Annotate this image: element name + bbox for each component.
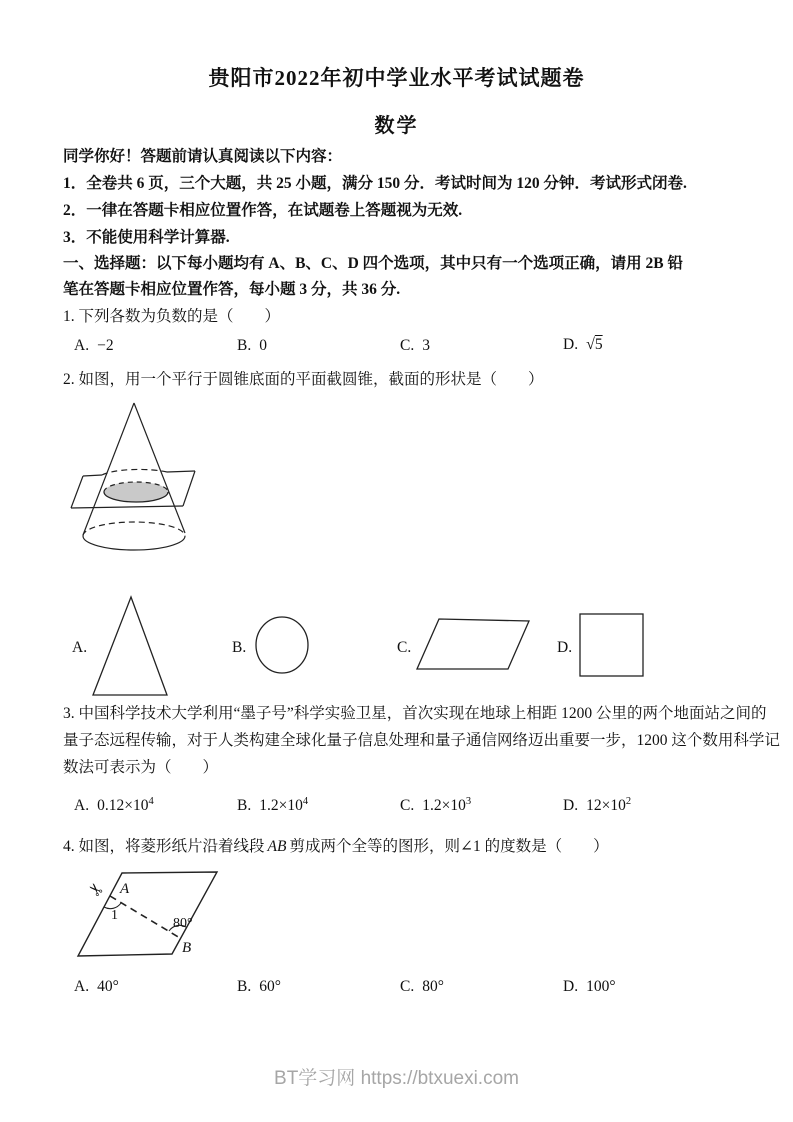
question-3-stem-line2: 量子态远程传输，对于人类构建全球化量子信息处理和量子通信网络迈出重要一步，1200 这个数用科学记 xyxy=(63,732,780,749)
q1-option-a-label: A. xyxy=(74,337,90,354)
q3-option-c-base: 1.2×10 xyxy=(422,797,466,814)
q1-option-d-radical-sign: √ xyxy=(586,336,595,353)
q4-option-a-label: A. xyxy=(74,978,90,995)
q1-option-c xyxy=(400,336,430,355)
question-2-stem: 2. 如图，用一个平行于圆锥底面的平面截圆锥，截面的形状是（ ） xyxy=(63,371,544,388)
q4-option-d-label: D. xyxy=(563,978,579,995)
q3-option-c xyxy=(400,796,471,815)
q4-option-c-value: 80° xyxy=(422,978,444,995)
vertex-b-label: B xyxy=(182,940,192,956)
q4-stem-prefix: 4. 如图，将菱形纸片沿着线段 xyxy=(63,838,265,855)
intro-greeting: 同学你好！答题前请认真阅读以下内容： xyxy=(63,148,343,165)
q3-option-b-base: 1.2×10 xyxy=(259,797,303,814)
q1-option-d-radicand: 5 xyxy=(594,336,603,353)
q4-stem-suffix: 剪成两个全等的图形，则∠1 的度数是（ ） xyxy=(289,838,609,855)
q4-option-b-value: 60° xyxy=(259,978,281,995)
q1-option-b xyxy=(237,336,267,355)
cone-base-hidden-arc xyxy=(83,522,185,536)
q1-option-a-value: −2 xyxy=(97,337,114,354)
q3-option-d-base: 12×10 xyxy=(586,797,626,814)
q4-option-d xyxy=(563,977,616,996)
q2-option-b-label: B. xyxy=(232,639,247,656)
q3-option-a-label: A. xyxy=(74,797,90,814)
q4-option-d-value: 100° xyxy=(586,978,616,995)
q3-option-d-exponent: 2 xyxy=(625,795,632,807)
question-4-stem xyxy=(63,837,609,856)
q1-option-c-label: C. xyxy=(400,337,415,354)
q3-option-c-label: C. xyxy=(400,797,415,814)
angle-b-label: 80° xyxy=(173,916,193,931)
q1-option-c-value: 3 xyxy=(422,337,430,354)
q1-option-d xyxy=(563,335,603,354)
q3-option-a xyxy=(74,796,154,815)
angle-1-label: 1 xyxy=(111,908,118,923)
q1-option-b-label: B. xyxy=(237,337,252,354)
circle-shape xyxy=(256,617,308,673)
plane-hidden-edge xyxy=(102,469,167,475)
q3-option-d xyxy=(563,796,631,815)
section1-heading-line2: 笔在答题卡相应位置作答，每小题 3 分，共 36 分. xyxy=(63,281,401,298)
section-ellipse xyxy=(104,482,168,502)
rhombus-cut-figure xyxy=(73,863,238,978)
q4-option-c xyxy=(400,977,444,996)
question-1-stem: 1. 下列各数为负数的是（ ） xyxy=(63,308,281,325)
q4-option-b-label: B. xyxy=(237,978,252,995)
cut-line-ab xyxy=(110,896,180,938)
question-3-stem-line3: 数法可表示为（ ） xyxy=(63,759,219,776)
q4-stem-segment-ab: AB xyxy=(267,838,287,855)
q1-option-a xyxy=(74,336,114,355)
q3-option-b xyxy=(237,796,308,815)
page-title: 贵阳市2022年初中学业水平考试试题卷 xyxy=(208,66,585,90)
q3-option-c-exponent: 3 xyxy=(465,795,472,807)
q3-option-a-base: 0.12×10 xyxy=(97,797,149,814)
q2-option-c-label: C. xyxy=(397,639,412,656)
q4-option-a-value: 40° xyxy=(97,978,119,995)
q3-option-d-label: D. xyxy=(563,797,579,814)
q3-option-b-label: B. xyxy=(237,797,252,814)
q1-option-b-value: 0 xyxy=(259,337,267,354)
q4-option-c-label: C. xyxy=(400,978,415,995)
intro-note-1: 1．全卷共 6 页，三个大题，共 25 小题，满分 150 分．考试时间为 120 分钟．考试形式闭卷. xyxy=(63,175,687,192)
watermark-footer: BT学习网 https://btxuexi.com xyxy=(274,1068,519,1089)
q4-option-a xyxy=(74,977,119,996)
q4-option-b xyxy=(237,977,281,996)
intro-note-3: 3．不能使用科学计算器. xyxy=(63,229,230,246)
section1-heading-line1: 一、选择题：以下每小题均有 A、B、C、D 四个选项，其中只有一个选项正确，请用 2B 铅 xyxy=(63,255,684,272)
q2-option-d-label: D. xyxy=(557,639,573,656)
q3-option-a-exponent: 4 xyxy=(148,795,154,807)
vertex-a-label: A xyxy=(120,881,130,897)
scissors-icon: ✂ xyxy=(84,877,108,901)
q1-option-d-label: D. xyxy=(563,336,579,353)
q3-option-b-exponent: 4 xyxy=(302,795,309,807)
q2-option-a-label: A. xyxy=(72,639,88,656)
triangle-shape xyxy=(93,597,167,695)
parallelogram-shape xyxy=(417,619,529,669)
intro-note-2: 2．一律在答题卡相应位置作答，在试题卷上答题视为无效. xyxy=(63,202,463,219)
cone-cross-section-figure xyxy=(55,393,220,573)
subject-title: 数学 xyxy=(374,115,419,137)
square-shape xyxy=(580,614,643,676)
cone-outline xyxy=(83,403,185,550)
question-3-stem-line1: 3. 中国科学技术大学利用“墨子号”科学实验卫星，首次实现在地球上相距 1200 公里的两个地面站之间的 xyxy=(63,705,767,722)
